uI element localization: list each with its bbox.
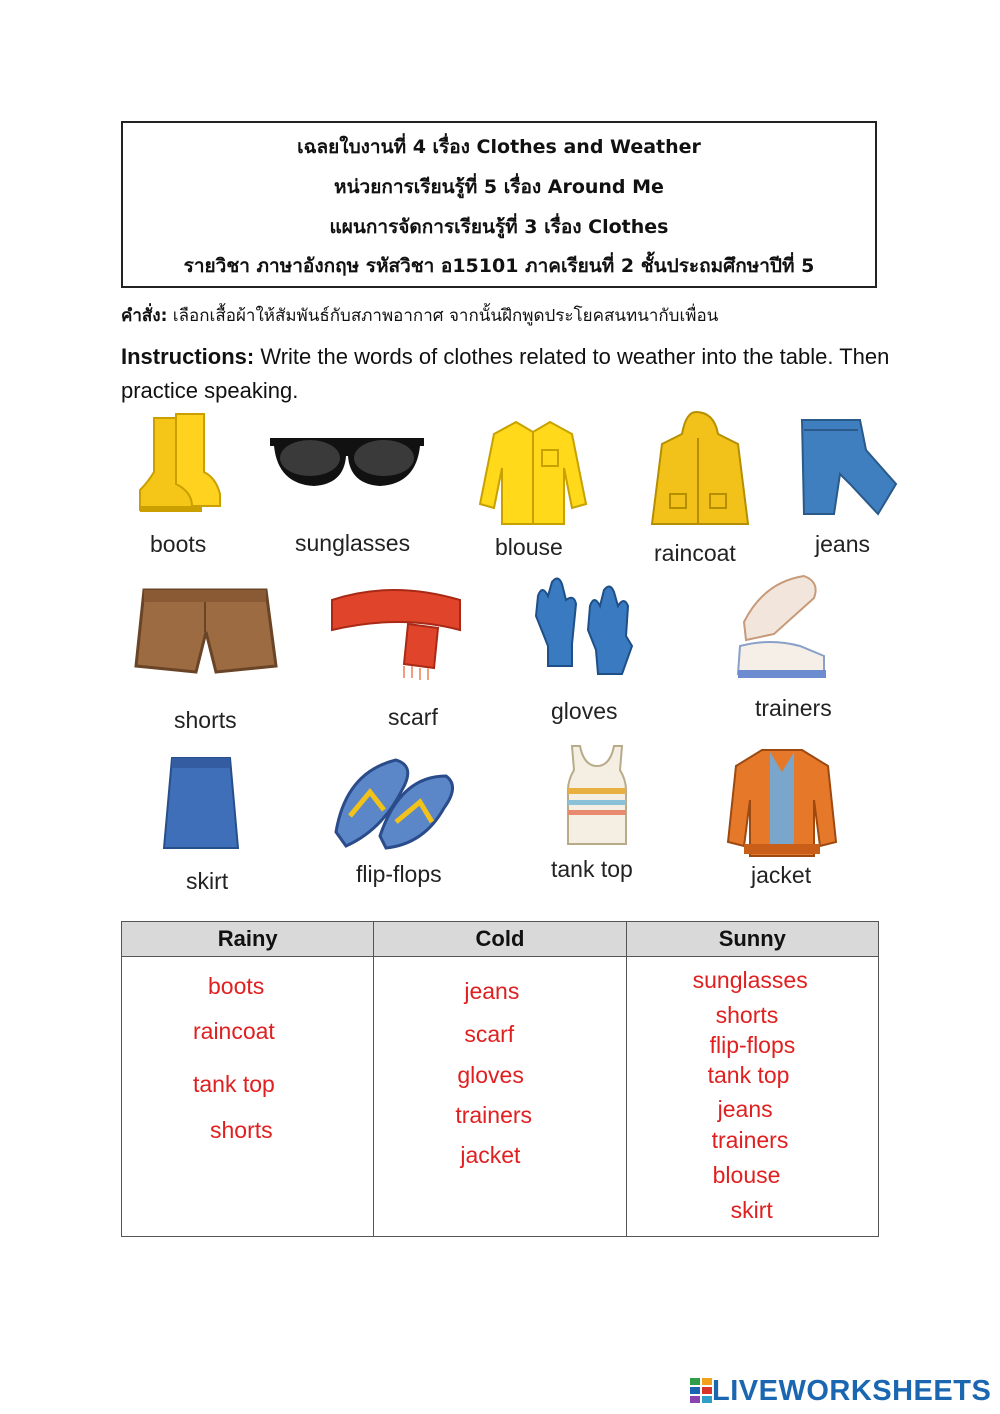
instructions-text: Write the words of clothes related to weather into the table. Then practice speaking. xyxy=(121,344,890,403)
logo-text: LIVEWORKSHEETS xyxy=(712,1374,992,1407)
instructions-label: Instructions: xyxy=(121,344,255,369)
sunglasses-icon xyxy=(266,432,428,492)
label-boots: boots xyxy=(150,531,207,557)
answer-item: trainers xyxy=(711,1127,789,1153)
skirt-icon xyxy=(162,752,244,856)
label-sunglasses: sunglasses xyxy=(295,530,411,556)
label-shorts: shorts xyxy=(174,707,237,733)
tank-top-icon xyxy=(560,742,634,848)
answer-item: sunglasses xyxy=(692,967,808,993)
title-line-4: รายวิชา ภาษาอังกฤษ รหัสวิชา อ15101 ภาคเรียนที่ 2 ชั้นประถมศึกษาปีที่ 5 xyxy=(183,255,815,277)
label-scarf: scarf xyxy=(388,704,438,730)
thai-instruction-label: คำสั่ง: xyxy=(121,306,168,326)
instructions xyxy=(121,340,891,408)
jeans-icon xyxy=(796,416,902,524)
label-skirt: skirt xyxy=(186,868,229,894)
liveworksheets-logo[interactable] xyxy=(690,1374,991,1408)
answer-item: jeans xyxy=(464,978,520,1004)
header-rainy: Rainy xyxy=(122,922,374,957)
thai-instruction xyxy=(121,302,718,329)
label-jacket: jacket xyxy=(751,862,812,888)
label-flip-flops: flip-flops xyxy=(356,861,442,887)
answer-item: skirt xyxy=(730,1197,773,1223)
shorts-icon xyxy=(130,586,280,686)
raincoat-icon xyxy=(644,408,754,533)
boots-icon xyxy=(124,410,224,520)
answer-item: scarf xyxy=(464,1021,515,1047)
jacket-icon xyxy=(726,744,838,860)
header-sunny: Sunny xyxy=(626,922,878,957)
answer-item: jeans xyxy=(717,1096,773,1122)
cell-rainy[interactable] xyxy=(122,957,374,1237)
answer-item: tank top xyxy=(707,1062,790,1088)
title-line-1: เฉลยใบงานที่ 4 เรื่อง Clothes and Weather xyxy=(297,136,701,158)
gloves-icon xyxy=(528,576,646,688)
label-jeans: jeans xyxy=(815,531,870,557)
answer-item: trainers xyxy=(455,1102,533,1128)
label-gloves: gloves xyxy=(551,698,618,724)
answer-item: flip-flops xyxy=(709,1032,796,1058)
trainers-icon xyxy=(730,570,830,690)
label-tank-top: tank top xyxy=(551,856,633,882)
header-cold: Cold xyxy=(374,922,626,957)
liveworksheets-logo-icon xyxy=(690,1378,712,1404)
cell-sunny[interactable] xyxy=(626,957,878,1237)
answer-item: blouse xyxy=(712,1162,781,1188)
label-raincoat: raincoat xyxy=(654,540,736,566)
label-trainers: trainers xyxy=(755,695,832,721)
scarf-icon xyxy=(328,584,464,682)
answer-item: boots xyxy=(208,973,265,999)
flip-flops-icon xyxy=(330,752,460,854)
weather-table xyxy=(121,921,879,1237)
title-line-3: แผนการจัดการเรียนรู้ที่ 3 เรื่อง Clothes xyxy=(329,216,669,238)
answer-item: gloves xyxy=(457,1062,524,1088)
answer-item: shorts xyxy=(210,1117,273,1143)
label-blouse: blouse xyxy=(495,534,563,560)
blouse-icon xyxy=(476,416,591,528)
answer-item: jacket xyxy=(460,1142,521,1168)
title-line-2: หน่วยการเรียนรู้ที่ 5 เรื่อง Around Me xyxy=(334,176,664,198)
answer-item: shorts xyxy=(715,1002,779,1028)
answer-item: raincoat xyxy=(193,1018,275,1044)
title-box xyxy=(121,121,877,288)
thai-instruction-text: เลือกเสื้อผ้าให้สัมพันธ์กับสภาพอากาศ จากนั้นฝึกพูดประโยคสนทนากับเพื่อน xyxy=(167,306,719,326)
cell-cold[interactable] xyxy=(374,957,626,1237)
answer-item: tank top xyxy=(193,1071,275,1097)
